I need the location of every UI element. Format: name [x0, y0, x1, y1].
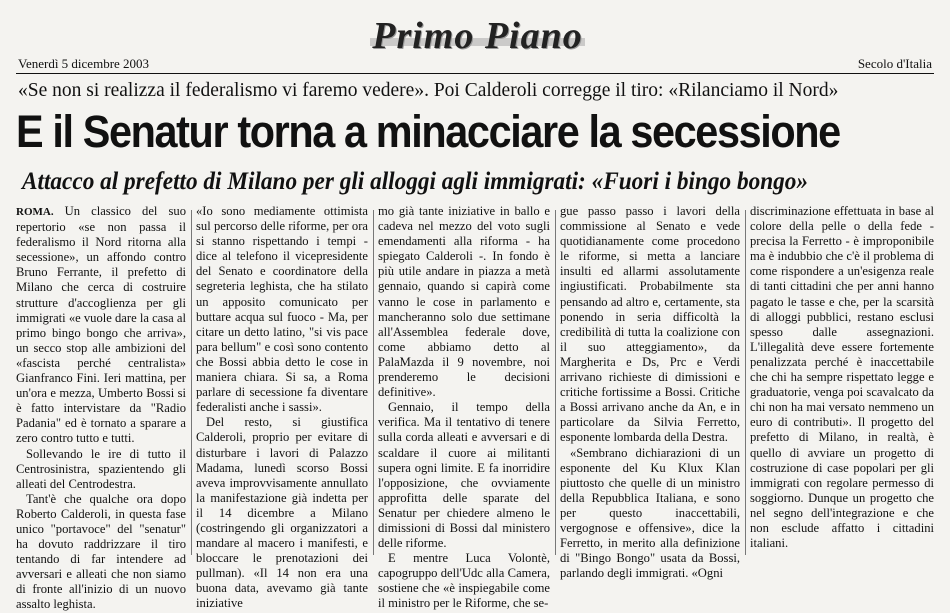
paragraph: Tant'è che qualche ora dopo Roberto Calderoli, in questa fase unico "portavoce" del "senatur" ha dovuto raddrizzare il tiro tentando di far intendere ad avversari e alleati che non siamo di fronte all'inizio di un nuovo assalto leghista. [16, 491, 186, 612]
article-body [16, 204, 934, 612]
column-1 [16, 204, 186, 612]
article-kicker: «Se non si realizza il federalismo vi faremo vedere». Poi Calderoli corregge il tiro: «Rilanciamo il Nord» [18, 80, 839, 101]
section-title-text: Primo Piano [372, 15, 583, 57]
paragraph: Del resto, si giustifica Calderoli, proprio per evitare di disturbare i lavori di Palazzo Madama, lunedì scorso Bossi aveva improvvisamente annullato la manifestazione già indetta per il 14 dicembre a Milano (costringendo gli organizzatori a mandare al macero i manifesti, e bloccare le prenotazioni dei pullman). «Il 14 non era una buona data, avevamo già tante iniziative [196, 415, 368, 611]
paragraph: discriminazione effettuata in base al colore della pelle o della fede - precisa la Ferretto - è improponibile ma è indubbio che c'è il problema di come rispondere a un'esigenza reale di tanti cittadini che per anni hanno pagato le tasse e che, per la scarsità di alloggi pubblici, restano esclusi spesso dalle assegnazioni. L'illegalità deve essere fortemente penalizzata perché è inaccettabile che chi ha sempre rispettato legge e graduatorie, venga poi scavalcato da chi non ha mai versato nemmeno un euro di contributi». Il progetto del prefetto di Milano, in realtà, è quello di avviare un progetto di costruzione di case popolari per gli immigrati con regolare permesso di soggiorno. Dunque un progetto che nel segno dell'integrazione e che non esclude affatto i cittadini italiani. [750, 204, 934, 551]
column-5 [750, 204, 934, 560]
paragraph: «Io sono mediamente ottimista sul percorso delle riforme, per ora si stanno rispettando i tempi - dice al telefono il vicepresidente del Senato e coordinatore della segreteria leghista, che ha stilato un apposito comunicato per buttare acqua sul fuoco - Ma, per citare un detto latino, "si vis pace para bellum" e così sono contento che Bossi abbia detto le cose in maniera chiara. Si sa, a Roma parlare di secessione fa diventare federalisti anche i sassi». [196, 204, 368, 415]
paragraph: «Sembrano dichiarazioni di un esponente del Ku Klux Klan piuttosto che quelle di un ministro della Repubblica Italiana, e sono per questo inaccettabili, vergognose e offensive», dice la Ferretto, in merito alla definizione di "Bingo Bongo" usata da Bossi, parlando degli immigrati. «Ogni [560, 445, 740, 581]
column-divider [191, 210, 192, 555]
column-divider [745, 210, 746, 555]
article-subheadline: Attacco al prefetto di Milano per gli alloggi agli immigrati: «Fuori i bingo bongo» [22, 168, 809, 195]
column-2 [196, 204, 368, 611]
paragraph: mo già tante iniziative in ballo e cadeva nel mezzo del voto sugli emendamenti alla riforma - ha spiegato Calderoli -. In fondo è più utile andare in piazza a metà gennaio, quando si capirà come vanno le cose in parlamento e mancheranno solo due settimane all'Assemblea federale dove, come abbiamo detto al PalaMazda il 9 novembre, noi prenderemo le decisioni definitive». [378, 204, 550, 400]
paragraph: Sollevando le ire di tutto il Centrosinistra, spazientendo gli alleati del Centrodestra. [16, 446, 186, 491]
header-rule [16, 73, 934, 74]
column-4 [560, 204, 740, 581]
paragraph [16, 204, 186, 447]
paragraph: gue passo passo i lavori della commissione al Senato e vede quotidianamente come procedono le riforme, si metta a lanciare insulti ed allarmi assolutamente ingiustificati. Probabilmente sta pensando ad altro e, certamente, sta ponendo in seria difficoltà la credibilità di tutta la coalizione con il suo atteggiamento», da Margherita e Ds, Prc e Verdi arrivano richieste di dimissioni e critiche fortissime a Bossi. Critiche a Bossi arrivano anche da An, e in particolare da Silvia Ferretto, esponente lombarda della Destra. [560, 204, 740, 445]
dateline-city: ROMA. [16, 206, 54, 218]
column-3 [378, 204, 550, 611]
column-divider [555, 210, 556, 555]
paragraph: E mentre Luca Volontè, capogruppo dell'Udc alla Camera, sostiene che «è inspiegabile come il ministro per le Riforme, che se- [378, 551, 550, 611]
column-divider [373, 210, 374, 555]
paragraph: Gennaio, il tempo della verifica. Ma il tentativo di tenere sulla corda alleati e avversari e di scaldare il cuore ai militanti supera ogni limite. E fa inorridire l'opposizione, che ovviamente approfitta delle sparate del Senatur per chiedere almeno le dimissioni di Bossi dal ministero delle riforme. [378, 400, 550, 551]
paragraph-text: Un classico del suo repertorio «se non passa il federalismo il Nord ritorna alla secessione», un affondo contro Bruno Ferrante, il prefetto di Milano che cerca di costruire strutture d'accoglienza per gli immigrati «e vuole dare la casa al primo bingo bongo che arriva», un secco stop alle ambizioni del «fascista perché centralista» Gianfranco Fini. Ieri mattina, per un'ora e mezza, Umberto Bossi si è fatto intervistare da "Radio Padania" ed è tornato a sparare a zero contro tutto e tutti. [16, 204, 186, 446]
section-title [370, 14, 585, 64]
article-headline: E il Senatur torna a minacciare la secessione [16, 106, 840, 157]
issue-date: Venerdì 5 dicembre 2003 [18, 56, 150, 71]
newspaper-name: Secolo d'Italia [857, 56, 932, 71]
